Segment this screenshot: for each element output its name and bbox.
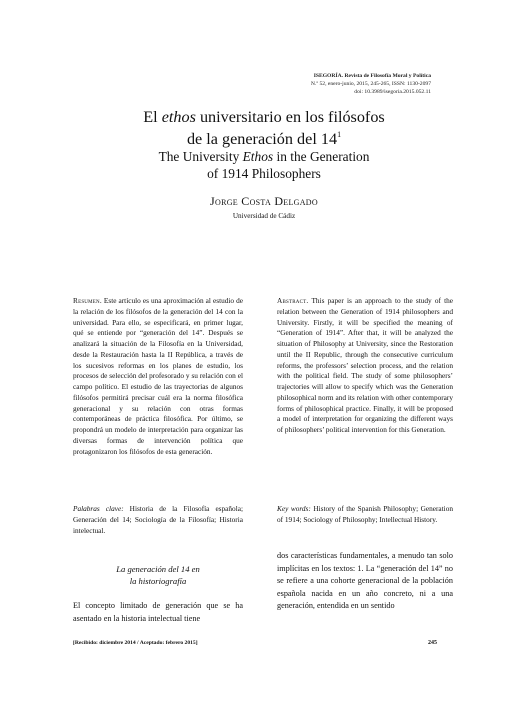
title-en-ethos: Ethos <box>242 149 274 164</box>
title-en-post: in the Generation <box>273 149 370 164</box>
keywords-es-label: Palabras clave: <box>73 504 124 513</box>
title-es-line2-text: de la generación del 14 <box>186 130 338 148</box>
section-heading-line1: La generación del 14 en <box>116 564 200 574</box>
received-accepted-dates: [Recibido: diciembre 2014 / Aceptado: febrero 2015] <box>73 640 198 646</box>
keywords-en-label: Key words: <box>277 504 311 513</box>
journal-header <box>231 72 431 96</box>
author-name: Jorge Costa Delgado <box>210 194 318 208</box>
journal-doi: doi: 10.3989/isegoria.2015.052.11 <box>354 89 431 95</box>
article-titles <box>0 108 528 182</box>
abstract-label: Abstract. <box>277 296 309 305</box>
keywords-english <box>277 504 453 526</box>
resumen-label: Resumen. <box>73 296 102 305</box>
section-heading-line2: la historiografía <box>129 576 187 586</box>
title-english-line1 <box>0 149 528 165</box>
footnote-marker[interactable]: 1 <box>337 130 342 139</box>
abstract-block <box>277 296 453 436</box>
title-english-line2: of 1914 Philosophers <box>207 166 321 181</box>
keywords-es-text: Historia de la Filosofía española; Generación del 14; Sociología de la Filosofía; Historia intelectual. <box>73 504 243 535</box>
title-es-post: universitario en los filósofos <box>195 108 385 126</box>
title-spanish-line1 <box>0 108 528 126</box>
keywords-en-text: History of the Spanish Philosophy; Generation of 1914; Sociology of Philosophy; Intellectual History. <box>277 504 453 524</box>
resumen-block <box>73 296 243 457</box>
author-affiliation: Universidad de Cádiz <box>232 212 296 220</box>
section-heading <box>73 563 243 587</box>
title-en-pre: The University <box>158 149 243 164</box>
title-spanish-line2 <box>0 126 528 148</box>
journal-issue: N.º 52, enero-junio, 2015, 245-265, ISSN: 1130-2097 <box>310 81 431 87</box>
abstract-text: This paper is an approach to the study of the relation between the Generation of 1914 philosophers and University. Firstly, it will be specified the meaning of “Generation of 1914”. After that, it will be analyzed the situation of Philosophy at University, since the Restoration until the II Republic, through the consecutive curriculum reforms, the professors’ selection process, and the relation with the political field. The study of some philosophers’ trajectories will allow to specify which was the Generation philosophical norm and its relation with other contemporary forms of philosophical practice. Finally, it will be proposed a model of interpretation for organizing the different ways of philosophers’ political intervention for this Generation. <box>277 296 454 434</box>
body-text-left: El concepto limitado de generación que se ha asentado en la historia intelectual tiene <box>73 601 243 623</box>
page-number: 245 <box>428 640 437 646</box>
body-text-right: dos características fundamentales, a menudo tan solo implícitas en los textos: 1. La “generación del 14” no se refiere a una cohorte generacional de la población española nacida en un año concreto, ni a una generación, entendida en un sentido <box>277 551 453 611</box>
title-es-ethos: ethos <box>161 108 196 126</box>
resumen-text: Este artículo es una aproximación al estudio de la relación de los filósofos de la generación del 14 con la universidad. Para ello, se especificará, en primer lugar, qué se entiende por “generación del 14”. Después se analizará la situación de la Filosofía en la Universidad, desde la Restauración hasta la II República, a través de los sucesivos reformas en los planes de estudio, los procesos de selección del profesorado y su relación con el campo político. El estudio de las trayectorias de algunos filósofos permitirá precisar cuál era la norma filosófica generacional y su relación con otras formas contemporáneas de práctica filosófica. Por último, se propondrá un modelo de interpretación para organizar las diversas formas de intervención política que protagonizaron los filósofos de esta generación. <box>73 296 243 456</box>
journal-name: ISEGORÍA. Revista de Filosofía Moral y Política <box>313 73 431 79</box>
keywords-spanish <box>73 504 243 536</box>
title-es-pre: El <box>143 108 162 126</box>
